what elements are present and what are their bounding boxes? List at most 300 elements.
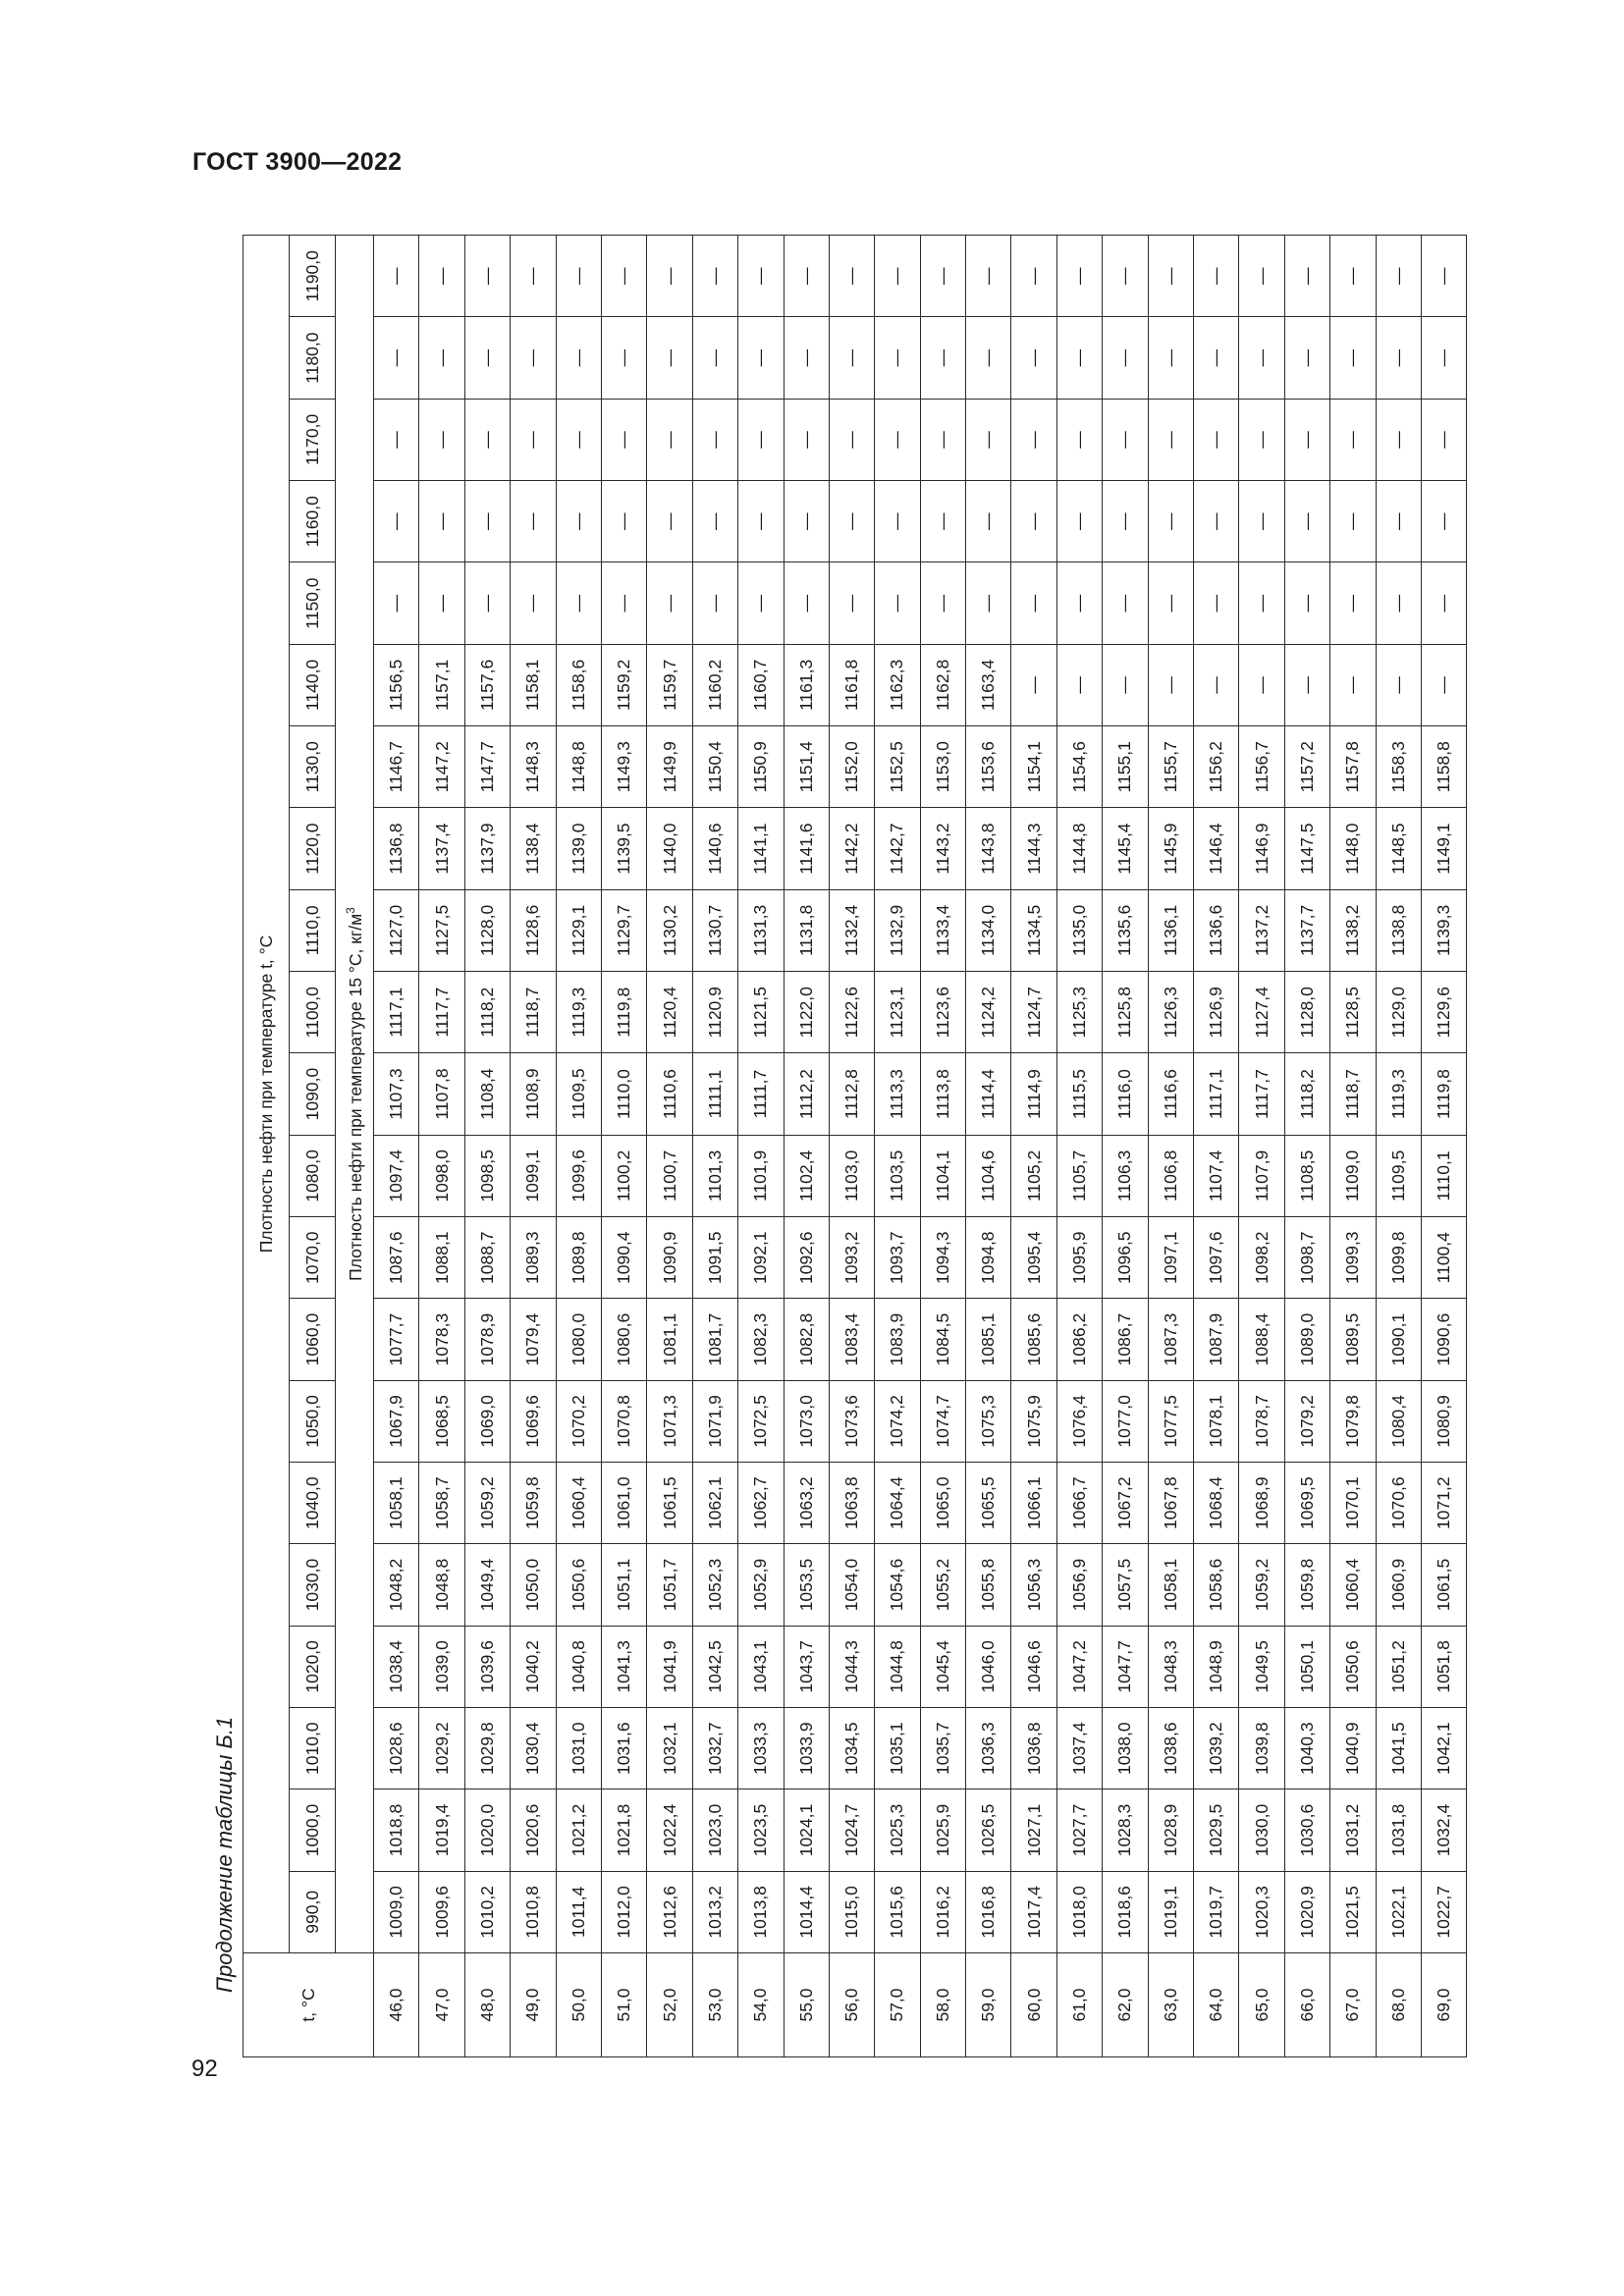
density-cell: 1031,0 — [556, 1708, 601, 1789]
table-row — [1103, 236, 1148, 2057]
density-cell: 1125,8 — [1103, 972, 1148, 1053]
density-cell: 1019,7 — [1194, 1871, 1239, 1952]
density-cell: 1069,0 — [464, 1380, 510, 1462]
temperature-cell: 46,0 — [374, 1953, 419, 2057]
temperature-cell: 55,0 — [784, 1953, 829, 2057]
density-cell: 1032,1 — [647, 1708, 692, 1789]
density-cell: 1086,2 — [1056, 1299, 1102, 1380]
density-cell: — — [1103, 399, 1148, 480]
density-cell: 1100,4 — [1421, 1217, 1466, 1299]
density-cell: 1090,1 — [1376, 1299, 1421, 1380]
density-cell: — — [647, 481, 692, 562]
density-cell: — — [1239, 562, 1284, 644]
density-cell: — — [1148, 481, 1193, 562]
temperature-cell: 63,0 — [1148, 1953, 1193, 2057]
density-cell: 1048,8 — [419, 1544, 464, 1626]
density-cell: 1061,5 — [647, 1463, 692, 1544]
density-cell: 1028,3 — [1103, 1789, 1148, 1871]
density-cell: 1148,8 — [556, 726, 601, 808]
density-cell: — — [1103, 562, 1148, 644]
density-cell: 1013,8 — [738, 1871, 784, 1952]
density-cell: 1024,1 — [784, 1789, 829, 1871]
temperature-cell: 67,0 — [1330, 1953, 1376, 2057]
density-cell: 1023,0 — [692, 1789, 737, 1871]
density-cell: 1087,6 — [374, 1217, 419, 1299]
density-cell: 1128,6 — [511, 889, 556, 971]
density-cell: 1040,9 — [1330, 1708, 1376, 1789]
density-cell: 1021,5 — [1330, 1871, 1376, 1952]
density-cell: — — [1284, 399, 1329, 480]
column-header-row — [290, 236, 336, 2057]
column-header: 1100,0 — [290, 972, 336, 1053]
density-cell: 1042,1 — [1421, 1708, 1466, 1789]
density-cell: 1089,5 — [1330, 1299, 1376, 1380]
table-row — [1194, 236, 1239, 2057]
density-cell: — — [1376, 236, 1421, 317]
density-cell: 1072,5 — [738, 1380, 784, 1462]
density-cell: 1148,0 — [1330, 808, 1376, 889]
density-cell: — — [1056, 236, 1102, 317]
density-cell: — — [1284, 236, 1329, 317]
density-cell: — — [1148, 317, 1193, 399]
density-cell: 1117,7 — [1239, 1053, 1284, 1135]
density-cell: 1083,9 — [875, 1299, 920, 1380]
density-cell: — — [875, 399, 920, 480]
density-cell: 1119,8 — [601, 972, 646, 1053]
density-cell: 1093,2 — [829, 1217, 874, 1299]
density-cell: 1051,8 — [1421, 1626, 1466, 1707]
density-cell: — — [1284, 644, 1329, 725]
density-cell: — — [1194, 317, 1239, 399]
table-row — [692, 236, 737, 2057]
density-cell: 1064,4 — [875, 1463, 920, 1544]
density-cell: — — [966, 317, 1011, 399]
density-cell: 1120,4 — [647, 972, 692, 1053]
density-cell: — — [1284, 562, 1329, 644]
density-cell: — — [464, 399, 510, 480]
density-cell: 1010,8 — [511, 1871, 556, 1952]
table-row — [738, 236, 784, 2057]
density-cell: 1089,0 — [1284, 1299, 1329, 1380]
density-cell: 1129,1 — [556, 889, 601, 971]
density-cell: 1157,1 — [419, 644, 464, 725]
density-cell: — — [464, 317, 510, 399]
density-cell: 1041,5 — [1376, 1708, 1421, 1789]
density-cell: 1108,5 — [1284, 1135, 1329, 1216]
density-cell: — — [1330, 481, 1376, 562]
density-cell: 1035,7 — [920, 1708, 965, 1789]
density-cell: 1149,9 — [647, 726, 692, 808]
column-header: 1080,0 — [290, 1135, 336, 1216]
density-cell: 1050,6 — [556, 1544, 601, 1626]
density-cell: 1125,3 — [1056, 972, 1102, 1053]
density-cell: 1107,3 — [374, 1053, 419, 1135]
density-cell: 1078,7 — [1239, 1380, 1284, 1462]
density-cell: 1136,8 — [374, 808, 419, 889]
density-cell: — — [374, 481, 419, 562]
density-cell: — — [829, 399, 874, 480]
density-cell: 1059,8 — [511, 1463, 556, 1544]
density-cell: 1048,2 — [374, 1544, 419, 1626]
column-header: 1160,0 — [290, 481, 336, 562]
density-cell: — — [419, 562, 464, 644]
density-cell: 1080,9 — [1421, 1380, 1466, 1462]
density-cell: 1149,3 — [601, 726, 646, 808]
density-cell: 1048,9 — [1194, 1626, 1239, 1707]
density-cell: 1146,9 — [1239, 808, 1284, 889]
density-cell: 1042,5 — [692, 1626, 737, 1707]
temperature-cell: 56,0 — [829, 1953, 874, 2057]
density-cell: 1097,6 — [1194, 1217, 1239, 1299]
table-row — [784, 236, 829, 2057]
column-header: 1010,0 — [290, 1708, 336, 1789]
density-cell: 1032,4 — [1421, 1789, 1466, 1871]
density-cell: 1152,5 — [875, 726, 920, 808]
temperature-cell: 65,0 — [1239, 1953, 1284, 2057]
density-cell: 1142,7 — [875, 808, 920, 889]
density-cell: 1022,7 — [1421, 1871, 1466, 1952]
density-cell: — — [1056, 562, 1102, 644]
density-cell: 1142,2 — [829, 808, 874, 889]
density-cell: — — [601, 236, 646, 317]
density-cell: 1123,1 — [875, 972, 920, 1053]
table-row — [374, 236, 419, 2057]
density-cell: 1141,6 — [784, 808, 829, 889]
density-cell: 1050,0 — [511, 1544, 556, 1626]
table-row — [647, 236, 692, 2057]
density-cell: 1153,6 — [966, 726, 1011, 808]
density-cell: 1127,0 — [374, 889, 419, 971]
density-cell: 1026,5 — [966, 1789, 1011, 1871]
density-cell: 1103,5 — [875, 1135, 920, 1216]
table-row — [464, 236, 510, 2057]
density-cell: — — [1056, 481, 1102, 562]
density-cell: — — [1194, 236, 1239, 317]
density-cell: 1041,3 — [601, 1626, 646, 1707]
density-cell: — — [511, 236, 556, 317]
temperature-cell: 68,0 — [1376, 1953, 1421, 2057]
density-cell: 1140,6 — [692, 808, 737, 889]
temperature-cell: 50,0 — [556, 1953, 601, 2057]
density-cell: 1147,7 — [464, 726, 510, 808]
density-cell: 1040,8 — [556, 1626, 601, 1707]
density-cell: 1022,4 — [647, 1789, 692, 1871]
density-cell: — — [1421, 562, 1466, 644]
density-cell: 1080,4 — [1376, 1380, 1421, 1462]
density-cell: 1030,4 — [511, 1708, 556, 1789]
density-cell: — — [647, 317, 692, 399]
density-cell: 1092,1 — [738, 1217, 784, 1299]
density-cell: 1163,4 — [966, 644, 1011, 725]
density-cell: — — [601, 562, 646, 644]
density-cell: 1052,9 — [738, 1544, 784, 1626]
density-cell: 1099,6 — [556, 1135, 601, 1216]
density-cell: 1032,7 — [692, 1708, 737, 1789]
density-cell: 1146,7 — [374, 726, 419, 808]
density-cell: 1068,9 — [1239, 1463, 1284, 1544]
density-cell: — — [1194, 562, 1239, 644]
density-cell: 1009,6 — [419, 1871, 464, 1952]
density-cell: 1091,5 — [692, 1217, 737, 1299]
density-cell: 1156,7 — [1239, 726, 1284, 808]
density-cell: 1082,3 — [738, 1299, 784, 1380]
density-cell: — — [829, 236, 874, 317]
table-row — [1284, 236, 1329, 2057]
temperature-cell: 62,0 — [1103, 1953, 1148, 2057]
density-cell: — — [601, 399, 646, 480]
table-row — [1330, 236, 1376, 2057]
density-cell: 1017,4 — [1011, 1871, 1056, 1952]
density-cell: 1089,8 — [556, 1217, 601, 1299]
column-header: 1060,0 — [290, 1299, 336, 1380]
density-cell: 1111,1 — [692, 1053, 737, 1135]
density-cell: 1162,3 — [875, 644, 920, 725]
density-cell: 1015,6 — [875, 1871, 920, 1952]
density-cell: 1074,7 — [920, 1380, 965, 1462]
density-cell: — — [419, 399, 464, 480]
density-cell: 1161,8 — [829, 644, 874, 725]
density-cell: — — [692, 562, 737, 644]
density-cell: — — [1011, 236, 1056, 317]
density-cell: 1158,6 — [556, 644, 601, 725]
density-cell: — — [511, 562, 556, 644]
density-cell: 1154,1 — [1011, 726, 1056, 808]
density-cell: 1108,4 — [464, 1053, 510, 1135]
density-cell: 1156,5 — [374, 644, 419, 725]
density-cell: 1150,9 — [738, 726, 784, 808]
density-cell: 1101,9 — [738, 1135, 784, 1216]
density-cell: — — [1103, 236, 1148, 317]
density-cell: — — [692, 236, 737, 317]
density-cell: — — [920, 399, 965, 480]
document-header: ГОСТ 3900—2022 — [192, 148, 403, 176]
density-cell: — — [1239, 399, 1284, 480]
density-cell: 1138,4 — [511, 808, 556, 889]
density-cell: — — [738, 236, 784, 317]
density-cell: 1031,6 — [601, 1708, 646, 1789]
density-cell: 1079,2 — [1284, 1380, 1329, 1462]
density-cell: 1097,4 — [374, 1135, 419, 1216]
density-cell: 1055,2 — [920, 1544, 965, 1626]
density-cell: 1039,2 — [1194, 1708, 1239, 1789]
density-cell: — — [464, 236, 510, 317]
density-cell: 1129,6 — [1421, 972, 1466, 1053]
sub-header-text: Плотность нефти при температуре 15 °C, кг/м — [345, 913, 365, 1281]
density-cell: 1079,4 — [511, 1299, 556, 1380]
density-cell: 1127,5 — [419, 889, 464, 971]
density-cell: — — [647, 236, 692, 317]
density-cell: 1117,1 — [374, 972, 419, 1053]
density-cell: 1137,9 — [464, 808, 510, 889]
density-cell: 1020,0 — [464, 1789, 510, 1871]
density-cell: 1060,4 — [1330, 1544, 1376, 1626]
temperature-cell: 51,0 — [601, 1953, 646, 2057]
density-cell: 1044,3 — [829, 1626, 874, 1707]
density-cell: 1132,4 — [829, 889, 874, 971]
density-cell: 1014,4 — [784, 1871, 829, 1952]
density-cell: 1159,7 — [647, 644, 692, 725]
density-cell: 1090,4 — [601, 1217, 646, 1299]
density-cell: — — [419, 317, 464, 399]
density-cell: 1139,0 — [556, 808, 601, 889]
density-cell: 1095,4 — [1011, 1217, 1056, 1299]
density-cell: — — [1330, 644, 1376, 725]
density-cell: 1060,4 — [556, 1463, 601, 1544]
density-cell: — — [1239, 644, 1284, 725]
density-cell: 1137,4 — [419, 808, 464, 889]
density-cell: 1097,1 — [1148, 1217, 1193, 1299]
t-column-header: t, °C — [244, 1953, 374, 2057]
density-cell: — — [692, 399, 737, 480]
density-cell: 1158,8 — [1421, 726, 1466, 808]
density-cell: 1145,4 — [1103, 808, 1148, 889]
density-cell: 1156,2 — [1194, 726, 1239, 808]
density-cell: 1078,9 — [464, 1299, 510, 1380]
density-cell: 1074,2 — [875, 1380, 920, 1462]
column-header: 1150,0 — [290, 562, 336, 644]
column-header: 1140,0 — [290, 644, 336, 725]
density-cell: 1122,0 — [784, 972, 829, 1053]
density-cell: 1063,2 — [784, 1463, 829, 1544]
density-cell: — — [1330, 562, 1376, 644]
temperature-cell: 64,0 — [1194, 1953, 1239, 2057]
density-cell: 1093,7 — [875, 1217, 920, 1299]
density-cell: 1019,1 — [1148, 1871, 1193, 1952]
table-row — [1011, 236, 1056, 2057]
density-cell: 1135,0 — [1056, 889, 1102, 971]
density-cell: 1051,7 — [647, 1544, 692, 1626]
density-cell: 1101,3 — [692, 1135, 737, 1216]
column-header: 1180,0 — [290, 317, 336, 399]
density-cell: 1131,3 — [738, 889, 784, 971]
density-cell: 1043,1 — [738, 1626, 784, 1707]
density-cell: 1112,8 — [829, 1053, 874, 1135]
density-cell: 1070,6 — [1376, 1463, 1421, 1544]
density-cell: — — [556, 399, 601, 480]
density-cell: — — [1239, 317, 1284, 399]
density-cell: 1130,2 — [647, 889, 692, 971]
density-cell: 1122,6 — [829, 972, 874, 1053]
density-cell: 1107,4 — [1194, 1135, 1239, 1216]
density-cell: 1065,5 — [966, 1463, 1011, 1544]
density-cell: 1018,6 — [1103, 1871, 1148, 1952]
density-cell: — — [875, 236, 920, 317]
density-cell: — — [738, 317, 784, 399]
density-cell: — — [374, 236, 419, 317]
density-cell: — — [920, 236, 965, 317]
density-cell: 1098,7 — [1284, 1217, 1329, 1299]
density-cell: 1108,9 — [511, 1053, 556, 1135]
density-cell: 1036,3 — [966, 1708, 1011, 1789]
temperature-cell: 48,0 — [464, 1953, 510, 2057]
density-cell: 1121,5 — [738, 972, 784, 1053]
density-cell: — — [966, 562, 1011, 644]
density-cell: — — [419, 481, 464, 562]
density-cell: 1058,7 — [419, 1463, 464, 1544]
density-cell: — — [511, 317, 556, 399]
density-cell: 1010,2 — [464, 1871, 510, 1952]
density-cell: — — [419, 236, 464, 317]
density-cell: 1115,5 — [1056, 1053, 1102, 1135]
density-cell: 1099,1 — [511, 1135, 556, 1216]
density-cell: 1039,8 — [1239, 1708, 1284, 1789]
density-cell: 1020,9 — [1284, 1871, 1329, 1952]
density-cell: 1137,2 — [1239, 889, 1284, 971]
density-cell: 1065,0 — [920, 1463, 965, 1544]
density-cell: 1051,1 — [601, 1544, 646, 1626]
density-cell: 1068,5 — [419, 1380, 464, 1462]
density-cell: — — [1148, 562, 1193, 644]
density-cell: 1071,9 — [692, 1380, 737, 1462]
density-cell: 1038,4 — [374, 1626, 419, 1707]
density-cell: 1144,8 — [1056, 808, 1102, 889]
density-cell: 1050,6 — [1330, 1626, 1376, 1707]
density-cell: 1076,4 — [1056, 1380, 1102, 1462]
density-cell: 1061,5 — [1421, 1544, 1466, 1626]
density-cell: — — [1284, 317, 1329, 399]
density-cell: 1069,5 — [1284, 1463, 1329, 1544]
density-cell: — — [829, 481, 874, 562]
density-cell: 1049,5 — [1239, 1626, 1284, 1707]
density-cell: 1088,1 — [419, 1217, 464, 1299]
density-cell: — — [784, 317, 829, 399]
density-cell: — — [1421, 399, 1466, 480]
density-cell: 1071,3 — [647, 1380, 692, 1462]
column-header: 1120,0 — [290, 808, 336, 889]
temperature-cell: 60,0 — [1011, 1953, 1056, 2057]
density-cell: 1039,6 — [464, 1626, 510, 1707]
density-cell: — — [784, 481, 829, 562]
density-cell: 1118,2 — [464, 972, 510, 1053]
density-cell: 1082,8 — [784, 1299, 829, 1380]
sub-header-superscript: 3 — [343, 907, 357, 914]
table-caption: Продолжение таблицы Б.1 — [212, 1716, 237, 1993]
density-cell: 1105,2 — [1011, 1135, 1056, 1216]
density-cell: 1131,8 — [784, 889, 829, 971]
density-cell: — — [556, 481, 601, 562]
density-cell: 1053,5 — [784, 1544, 829, 1626]
density-cell: 1070,1 — [1330, 1463, 1376, 1544]
density-cell: 1147,2 — [419, 726, 464, 808]
density-cell: 1058,1 — [1148, 1544, 1193, 1626]
density-cell: 1157,8 — [1330, 726, 1376, 808]
density-cell: 1152,0 — [829, 726, 874, 808]
density-cell: 1116,0 — [1103, 1053, 1148, 1135]
temperature-cell: 69,0 — [1421, 1953, 1466, 2057]
density-cell: 1049,4 — [464, 1544, 510, 1626]
density-cell: — — [1011, 399, 1056, 480]
density-cell: 1054,0 — [829, 1544, 874, 1626]
density-cell: 1022,1 — [1376, 1871, 1421, 1952]
density-cell: — — [464, 481, 510, 562]
density-cell: 1018,8 — [374, 1789, 419, 1871]
density-cell: 1135,6 — [1103, 889, 1148, 971]
density-cell: 1129,0 — [1376, 972, 1421, 1053]
sub-header — [336, 236, 374, 1953]
density-cell: 1118,2 — [1284, 1053, 1329, 1135]
density-cell: — — [966, 481, 1011, 562]
temperature-cell: 58,0 — [920, 1953, 965, 2057]
density-cell: 1085,6 — [1011, 1299, 1056, 1380]
density-cell: 1132,9 — [875, 889, 920, 971]
density-cell: 1126,9 — [1194, 972, 1239, 1053]
density-cell: 1029,5 — [1194, 1789, 1239, 1871]
top-header: Плотность нефти при температуре t, °C — [244, 236, 290, 1953]
density-cell: — — [966, 236, 1011, 317]
density-cell: 1020,6 — [511, 1789, 556, 1871]
density-cell: 1090,6 — [1421, 1299, 1466, 1380]
density-cell: 1145,9 — [1148, 808, 1193, 889]
